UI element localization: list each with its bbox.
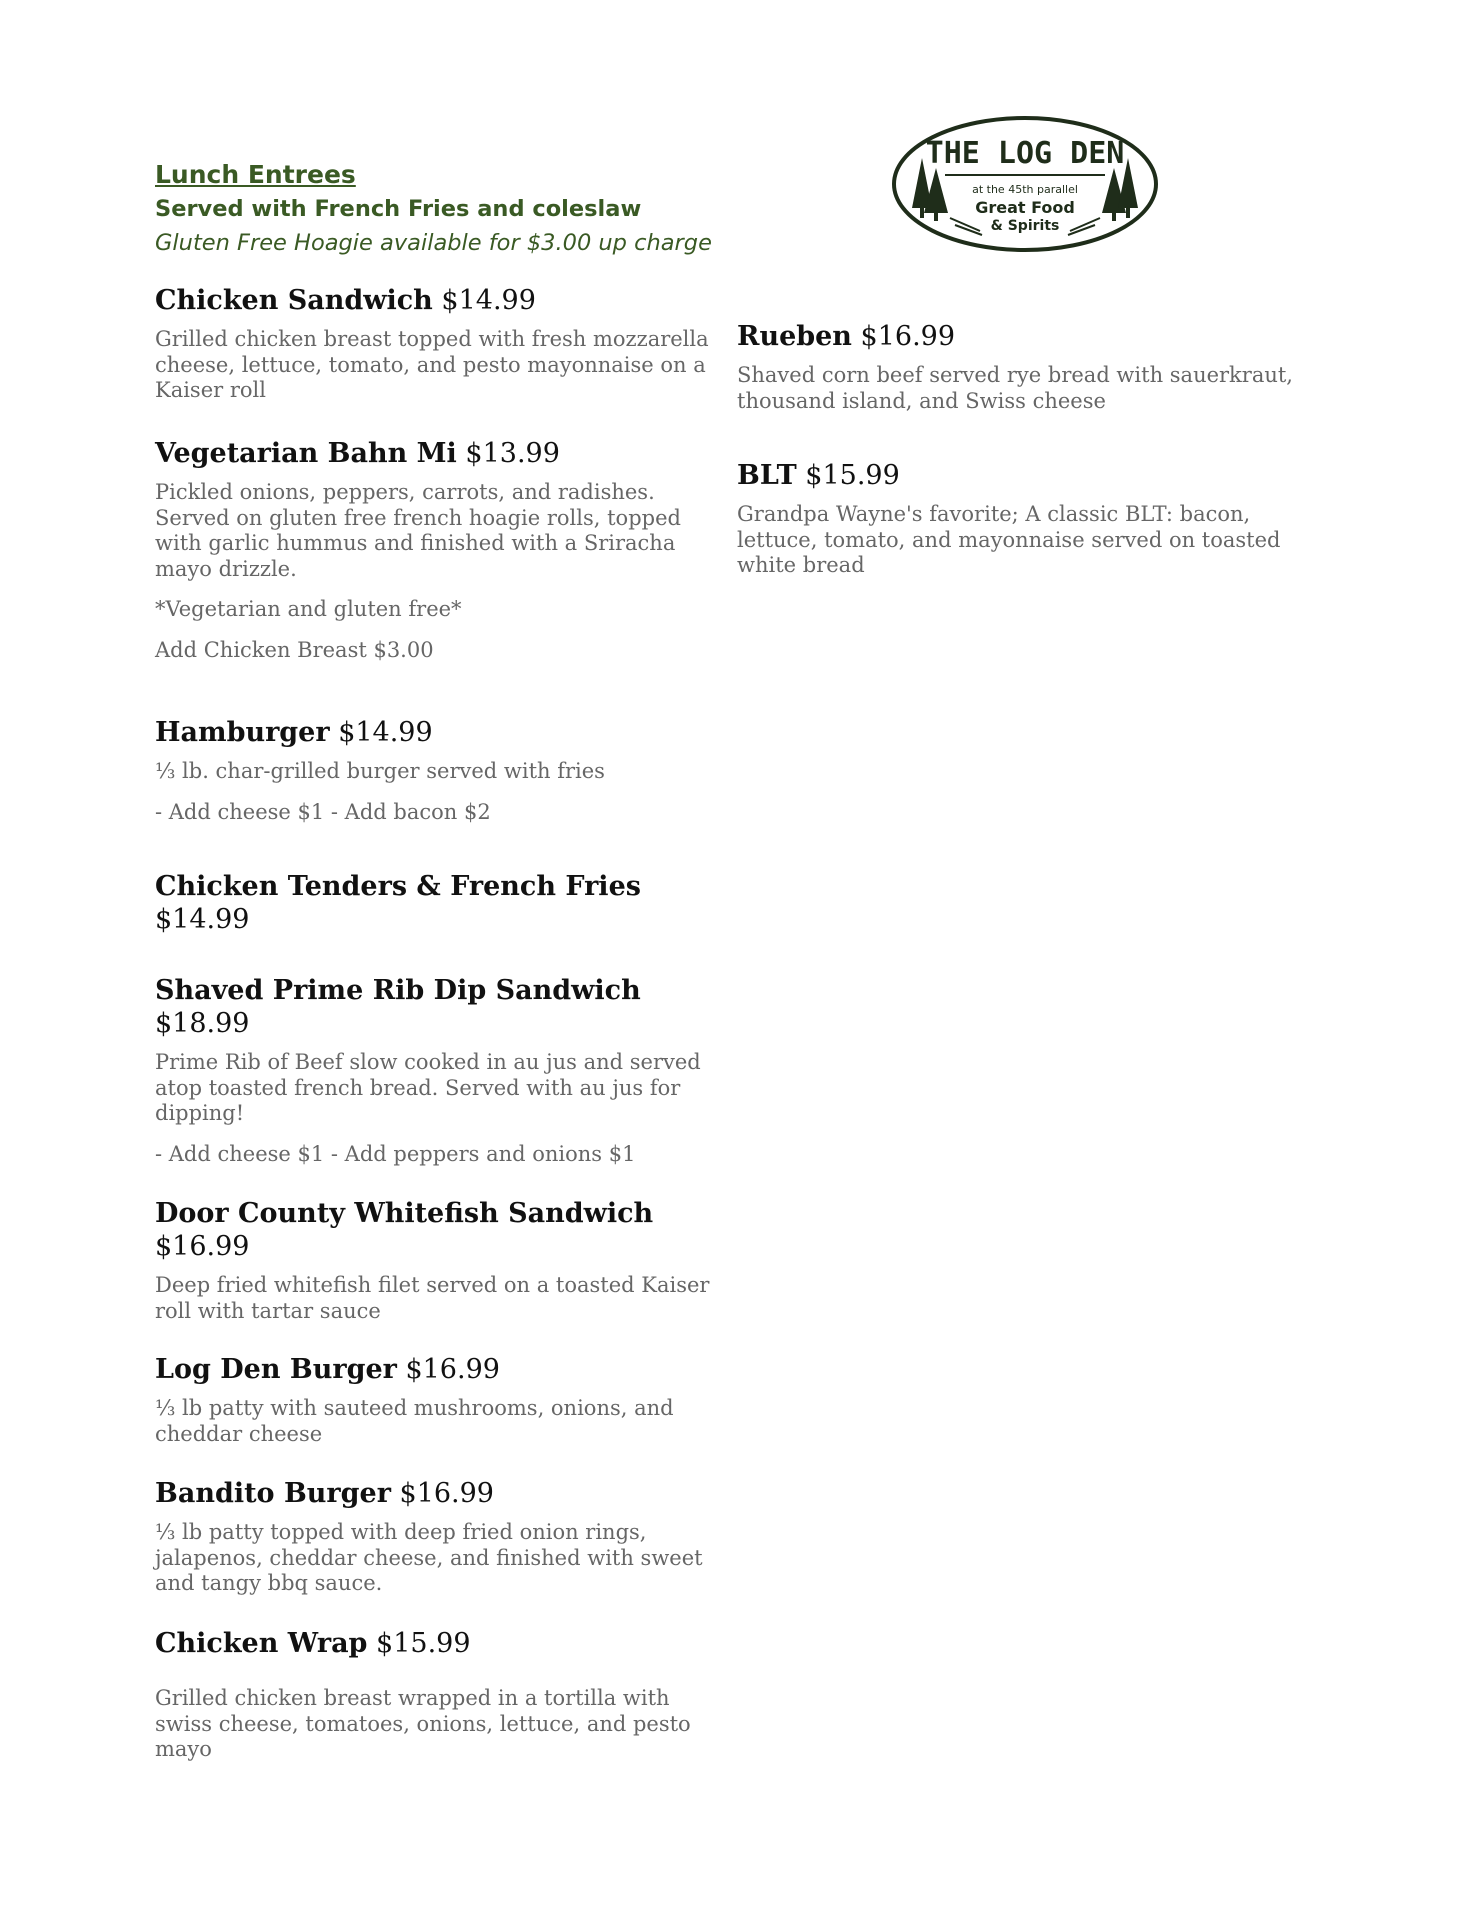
log-den-logo xyxy=(890,113,1160,256)
item-price: $14.99 xyxy=(155,904,250,935)
item-description: Deep fried whitefish filet served on a toasted Kaiser roll with tartar sauce xyxy=(155,1273,710,1323)
menu-item-rueben xyxy=(737,320,1337,414)
item-description: ⅓ lb. char-grilled burger served with fries xyxy=(155,759,605,783)
item-name: Hamburger xyxy=(155,717,330,748)
menu-item-chicken-tenders xyxy=(155,870,715,936)
item-name: Log Den Burger xyxy=(155,1354,397,1385)
item-price: $15.99 xyxy=(376,1628,471,1659)
item-addon: Add Chicken Breast $3.00 xyxy=(155,637,434,662)
item-name: Rueben xyxy=(737,321,852,352)
item-description: Grilled chicken breast wrapped in a tortilla with swiss cheese, tomatoes, onions, lettuce, and pesto mayo xyxy=(155,1686,691,1761)
item-name: Chicken Sandwich xyxy=(155,285,433,316)
item-price: $16.99 xyxy=(405,1354,500,1385)
item-name: Chicken Wrap xyxy=(155,1628,368,1659)
item-description: Pickled onions, peppers, carrots, and radishes. Served on gluten free french hoagie rolls, topped with garlic hummus and finished with a Sriracha mayo drizzle. xyxy=(155,480,681,581)
item-price: $16.99 xyxy=(399,1478,494,1509)
menu-item-blt xyxy=(737,459,1337,579)
logo-line1: Great Food xyxy=(975,198,1075,217)
item-addon: - Add cheese $1 - Add peppers and onions $1 xyxy=(155,1141,636,1166)
item-price: $14.99 xyxy=(441,285,536,316)
item-description: Prime Rib of Beef slow cooked in au jus and served atop toasted french bread. Served with au jus for dipping! xyxy=(155,1050,701,1125)
menu-item-prime-rib-dip xyxy=(155,974,715,1167)
item-description: Grandpa Wayne's favorite; A classic BLT: bacon, lettuce, tomato, and mayonnaise served on toasted white bread xyxy=(737,502,1281,577)
item-description: ⅓ lb patty topped with deep fried onion rings, jalapenos, cheddar cheese, and finished with sweet and tangy bbq sauce. xyxy=(155,1520,703,1595)
menu-item-chicken-sandwich xyxy=(155,284,715,404)
item-price: $18.99 xyxy=(155,1008,250,1039)
item-price: $16.99 xyxy=(155,1231,250,1262)
menu-item-hamburger xyxy=(155,716,715,825)
section-title: Lunch Entrees xyxy=(155,160,356,189)
menu-item-whitefish-sandwich xyxy=(155,1197,715,1324)
item-name: Shaved Prime Rib Dip Sandwich xyxy=(155,975,641,1006)
item-name: Door County Whitefish Sandwich xyxy=(155,1198,654,1229)
menu-item-bandito-burger xyxy=(155,1477,715,1597)
menu-header xyxy=(155,158,755,260)
item-description: Grilled chicken breast topped with fresh mozzarella cheese, lettuce, tomato, and pesto mayonnaise on a Kaiser roll xyxy=(155,327,709,402)
item-price: $14.99 xyxy=(338,717,433,748)
section-note: Gluten Free Hoagie available for $3.00 up charge xyxy=(155,230,712,256)
item-price: $15.99 xyxy=(805,460,900,491)
item-price: $13.99 xyxy=(465,438,560,469)
item-name: BLT xyxy=(737,460,797,491)
section-subtitle: Served with French Fries and coleslaw xyxy=(155,196,642,222)
item-description: ⅓ lb patty with sauteed mushrooms, onions, and cheddar cheese xyxy=(155,1396,674,1446)
item-note: *Vegetarian and gluten free* xyxy=(155,597,462,621)
logo-name: THE LOG DEN xyxy=(925,136,1125,171)
item-price: $16.99 xyxy=(860,321,956,352)
item-addon: - Add cheese $1 - Add bacon $2 xyxy=(155,799,491,824)
logo-tagline: at the 45th parallel xyxy=(972,183,1078,196)
logo-line2: & Spirits xyxy=(990,218,1060,234)
item-name: Chicken Tenders & French Fries xyxy=(155,871,641,902)
menu-item-vegetarian-bahn-mi xyxy=(155,437,715,663)
menu-item-chicken-wrap xyxy=(155,1627,715,1763)
menu-item-log-den-burger xyxy=(155,1353,715,1447)
item-name: Bandito Burger xyxy=(155,1478,391,1509)
item-name: Vegetarian Bahn Mi xyxy=(155,438,457,469)
item-description: Shaved corn beef served rye bread with sauerkraut, thousand island, and Swiss cheese xyxy=(737,363,1293,413)
